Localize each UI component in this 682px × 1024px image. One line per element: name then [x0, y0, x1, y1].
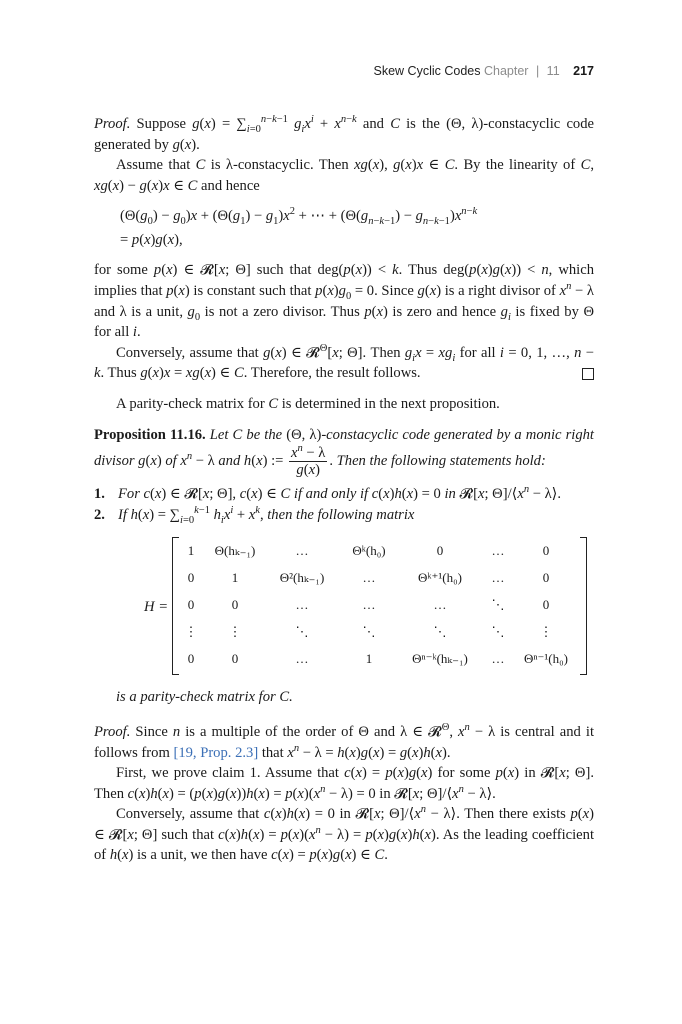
parity-check-matrix — [94, 533, 594, 683]
page-number: 217 — [573, 64, 594, 78]
matrix-cell: 0 — [542, 569, 550, 585]
matrix-cell: 0 — [231, 650, 239, 666]
matrix-cell: … — [362, 596, 376, 612]
matrix-cell: ⋱ — [433, 623, 447, 639]
matrix-cell: ⋮ — [228, 623, 242, 639]
matrix-cell: … — [295, 650, 309, 666]
proof2-paragraph-1: Proof. Since n is a multiple of the order of Θ and λ ∈ 𝓡$^\Theta$, $x^n - \lambda$ is central and it follows from [19, Prop. 2.3] that $x^n - \lambda = h(x)g(x) = g(x)h(x)$. — [94, 722, 594, 761]
proposition-item-1: 1. For c(x) ∈ 𝓡[x; Θ], c(x) ∈ C if and only if c(x)h(x) = 0 in 𝓡[x; $\Theta]/⟨x^n$ − λ⟩. — [94, 484, 562, 503]
matrix-cell: 0 — [231, 596, 239, 612]
matrix-cell: … — [295, 542, 309, 558]
proof2-paragraph-2: First, we prove claim 1. Assume that c(x) = p(x)g(x) for some p(x) in 𝓡[x; Θ]. Then $c(x)h(x) = (p(x)g(x))h(x) = p(x)(x^n - \lambda) = 0$ in 𝓡[x; $\Theta]/⟨x^n$ − λ⟩. — [94, 765, 594, 802]
matrix-row — [178, 618, 576, 645]
proposition-11-16: Proposition 11.16. Let C be the (Θ, λ)-constacyclic code generated by a monic right divisor g(x) of $x^n - \lambda$ and h(x) := $\frac{x^n - \lambda}{g(x)}$ . Then the following statements hold: — [94, 426, 594, 479]
page-body — [94, 114, 594, 866]
matrix-cell: 0 — [187, 596, 195, 612]
transition-paragraph: A parity-check matrix for C is determined in the next proposition. — [116, 395, 500, 412]
matrix-cell: 0 — [436, 542, 444, 558]
proof-paragraph-1: Proof. Suppose $g(x) = \sum_{i=0}^{n-k-1}$ $g_ix^i + x^{n-k}$ and C is the (Θ, λ)-constacyclic code generated by g(x). — [94, 114, 595, 153]
matrix-cell: Θⁿ⁻¹(h₀) — [524, 650, 568, 666]
matrix-cell: … — [491, 542, 505, 558]
matrix-cell: 1 — [187, 542, 195, 558]
qed-box — [582, 368, 594, 380]
matrix-cell: Θᵏ(h₀) — [352, 542, 386, 558]
header-chapter-num: 11 — [546, 64, 560, 78]
matrix-cell: 0 — [187, 569, 195, 585]
matrix-cell: … — [295, 596, 309, 612]
matrix-cell: 1 — [231, 569, 239, 585]
matrix-cell: … — [491, 650, 505, 666]
matrix-cell: ⋱ — [491, 596, 505, 612]
matrix-cell: Θⁿ⁻ᵏ(hₖ₋₁) — [412, 650, 468, 666]
matrix-cell: 0 — [187, 650, 195, 666]
matrix-cell: Θᵏ⁺¹(h₀) — [418, 569, 462, 585]
header-title: Skew Cyclic Codes — [373, 64, 481, 78]
matrix-cell: ⋱ — [362, 623, 376, 639]
running-header: Skew Cyclic Codes Chapter | 11 217 — [373, 64, 594, 78]
matrix-row — [178, 537, 576, 564]
matrix-cell: ⋱ — [295, 623, 309, 639]
matrix-cell: 0 — [542, 596, 550, 612]
matrix-cell: Θ²(hₖ₋₁) — [279, 569, 325, 585]
matrix-cell: Θ(hₖ₋₁) — [214, 542, 256, 558]
right-bracket — [580, 537, 587, 675]
matrix-cell: 0 — [542, 542, 550, 558]
matrix-table — [178, 537, 576, 672]
matrix-cell: … — [433, 596, 447, 612]
matrix-row — [178, 591, 576, 618]
proof-paragraph-2: Assume that C is λ-constacyclic. Then xg(x), g(x)x ∈ C. By the linearity of C, xg(x) − g(x)x ∈ C and hence — [94, 157, 594, 194]
matrix-cell: 1 — [365, 650, 373, 666]
proposition-item-2: 2. If $h(x) = \sum_{i=0}^{k-1}$ $h_ix^i + x^k$, then the following matrix — [94, 504, 415, 526]
display-equation-1: $(\Theta(g_0) - g_0)x + (\Theta(g_1) - g_1)x^2$ + ⋯ + $(\Theta(g_{n-k-1}) - g_{n-k-1})x^{n-k}$ = p(x)g(x), — [120, 206, 478, 249]
proof-paragraph-3: for some p(x) ∈ 𝓡[x; Θ] such that deg(p(x)) < k. Thus deg(p(x)g(x)) < n, which implies that p(x) is constant such that $p(x)g_0 = 0$. Since g(x) is a right divisor of $x^n - \lambda$ and λ is a unit, $g_0$ is not a zero divisor. Thus p(x) is zero and hence $g_i$ is fixed by Θ for all i. — [94, 262, 594, 341]
matrix-cell: ⋱ — [491, 623, 505, 639]
matrix-cell: … — [491, 569, 505, 585]
matrix-cell: ⋮ — [184, 623, 198, 639]
matrix-label: H = — [144, 599, 169, 616]
citation-link[interactable]: [19, Prop. 2.3] — [173, 744, 259, 761]
matrix-caption: is a parity-check matrix for C. — [116, 689, 293, 706]
matrix-cell: ⋮ — [539, 623, 553, 639]
header-chapter: Chapter — [483, 64, 529, 78]
matrix-row — [178, 645, 576, 672]
matrix-cell: … — [362, 569, 376, 585]
matrix-row — [178, 564, 576, 591]
proof2-paragraph-3: Conversely, assume that c(x)h(x) = 0 in 𝓡[x; $\Theta]/⟨x^n$ − λ⟩. Then there exists p(x) ∈ 𝓡[x; Θ] such that $c(x)h(x) = p(x)(x^n - \lambda) = p(x)g(x)h(x)$. As the leading coefficient of h(x) is a unit, we then have c(x) = p(x)g(x) ∈ C. — [94, 804, 595, 864]
proof-paragraph-4: Conversely, assume that g(x) ∈ 𝓡$^\Theta$[x; Θ]. Then $g_ix = xg_i$ for all i = 0, 1, …, n − k. Thus g(x)x = xg(x) ∈ C. Therefore, the result follows. — [94, 342, 594, 382]
